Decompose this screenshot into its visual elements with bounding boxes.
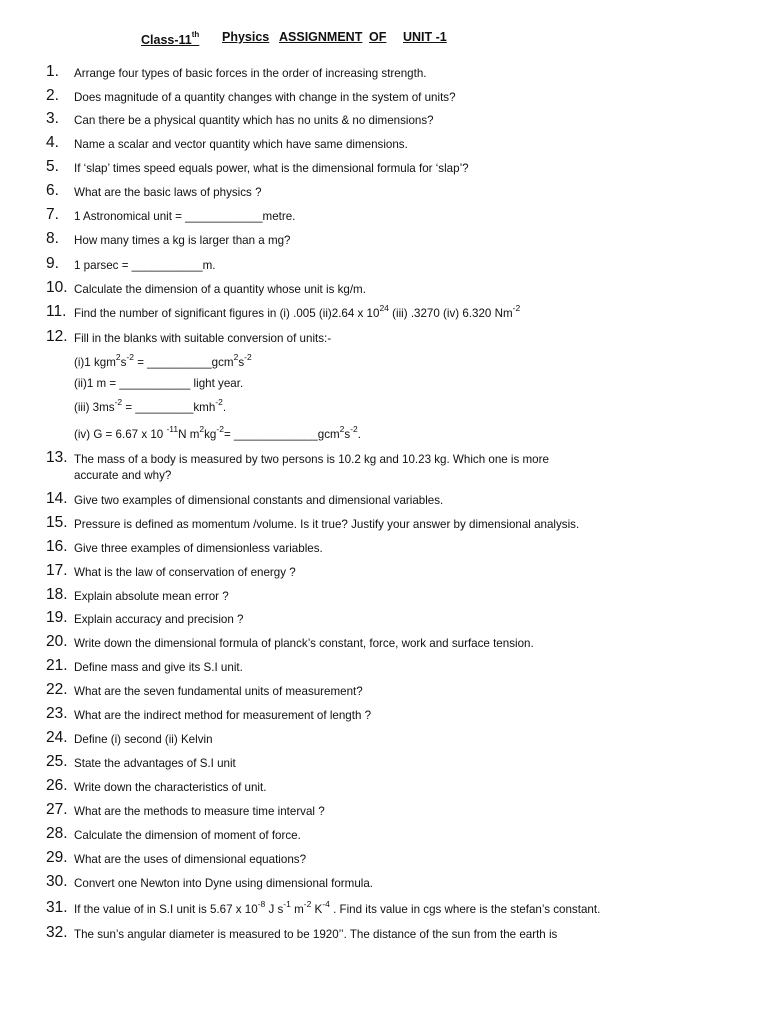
question-text: What is the law of conservation of energy ?: [74, 566, 296, 579]
text-part: (ii)1 m = ___________ light year.: [74, 377, 244, 390]
question-text: How many times a kg is larger than a mg?: [74, 234, 291, 247]
question-number: 5.: [46, 158, 59, 175]
question-text: State the advantages of S.I unit: [74, 757, 236, 770]
text-part: kg: [204, 428, 217, 441]
exponent: -2: [126, 352, 134, 362]
question-number: 27.: [46, 801, 68, 818]
document-header: [0, 30, 768, 50]
exponent: 24: [379, 303, 389, 313]
text-part: .: [222, 401, 227, 414]
question-text: What are the basic laws of physics ?: [74, 186, 262, 199]
question-number: 11.: [46, 303, 67, 320]
exponent: -2: [512, 303, 521, 313]
text-part: = _____________gcm: [223, 428, 340, 441]
sub-item: [74, 376, 243, 392]
exponent: -2: [216, 424, 224, 434]
question-text: What are the methods to measure time interval ?: [74, 805, 325, 818]
question-number: 23.: [46, 705, 68, 722]
question-number: 20.: [46, 633, 68, 650]
question-text: Pressure is defined as momentum /volume. Is it true? Justify your answer by dimensional analysis.: [74, 518, 580, 531]
exponent: -11: [166, 424, 179, 434]
question-text: 1 parsec = ___________m.: [74, 259, 216, 272]
question-text: The mass of a body is measured by two persons is 10.2 kg and 10.23 kg. Which one is more: [74, 453, 549, 466]
sub-item: [74, 397, 227, 416]
question-number: 3.: [46, 110, 59, 127]
exponent: -2: [244, 352, 252, 362]
class-superscript: th: [191, 30, 200, 39]
question-number: 12.: [46, 328, 68, 345]
question-number: 6.: [46, 182, 59, 199]
question-number: 13.: [46, 449, 68, 466]
text-part: K: [311, 903, 323, 916]
question-number: 32.: [46, 924, 68, 941]
exponent: 2: [199, 424, 205, 434]
question-text: Does magnitude of a quantity changes with change in the system of units?: [74, 91, 456, 104]
question-number: 10.: [46, 279, 68, 296]
exponent: 2: [233, 352, 239, 362]
class-text: Class-11: [141, 33, 192, 47]
question-text: Calculate the dimension of moment of force.: [74, 829, 301, 842]
text-part: = __________gcm: [133, 356, 234, 369]
text-part: s: [238, 356, 245, 369]
question-text: 1 Astronomical unit = ____________metre.: [74, 210, 296, 223]
question-text: Define (i) second (ii) Kelvin: [74, 733, 213, 746]
question-number: 31.: [46, 899, 68, 916]
question-number: 30.: [46, 873, 68, 890]
text-part: = _________kmh: [122, 401, 216, 414]
text-part: (iv) G = 6.67 x 10: [74, 428, 167, 441]
question-number: 8.: [46, 230, 59, 247]
question-text: Write down the dimensional formula of planck’s constant, force, work and surface tension.: [74, 637, 534, 650]
question-text-continued: accurate and why?: [74, 469, 172, 482]
question-number: 25.: [46, 753, 68, 770]
question-text: What are the uses of dimensional equations?: [74, 853, 307, 866]
question-number: 15.: [46, 514, 68, 531]
question-number: 4.: [46, 134, 59, 151]
question-number: 22.: [46, 681, 68, 698]
text-part: . Find its value in cgs where is the stefan’s constant.: [329, 903, 601, 916]
unit-label: UNIT -1: [403, 30, 447, 44]
subject-label: Physics: [222, 30, 270, 44]
text-part: (i)1 kgm: [74, 356, 116, 369]
sub-item: [74, 424, 361, 443]
class-label: [141, 30, 199, 47]
question-number: 28.: [46, 825, 68, 842]
question-text: Explain absolute mean error ?: [74, 590, 229, 603]
text-part: m: [290, 903, 304, 916]
sub-item: [74, 352, 252, 371]
exponent: -2: [215, 397, 223, 407]
question-number: 21.: [46, 657, 68, 674]
question-number: 16.: [46, 538, 68, 555]
assignment-label: ASSIGNMENT: [279, 30, 363, 44]
question-text: If ‘slap’ times speed equals power, what is the dimensional formula for ‘slap’?: [74, 162, 469, 175]
question-text: Fill in the blanks with suitable conversion of units:-: [74, 332, 332, 345]
question-text: Give three examples of dimensionless variables.: [74, 542, 323, 555]
exponent: -2: [350, 424, 358, 434]
text-part: s: [120, 356, 127, 369]
question-number: 29.: [46, 849, 68, 866]
question-text: Convert one Newton into Dyne using dimensional formula.: [74, 877, 374, 890]
question-number: 24.: [46, 729, 68, 746]
question-text: Write down the characteristics of unit.: [74, 781, 267, 794]
exponent: 2: [115, 352, 121, 362]
text-part: .: [357, 428, 361, 441]
text-part: (iii) .3270 (iv) 6.320 Nm: [388, 307, 513, 320]
question-number: 2.: [46, 87, 59, 104]
question-text: [74, 303, 521, 322]
exponent: -4: [322, 899, 330, 909]
question-number: 9.: [46, 255, 59, 272]
question-text: Define mass and give its S.I unit.: [74, 661, 243, 674]
text-part: s: [344, 428, 351, 441]
question-number: 7.: [46, 206, 59, 223]
text-part: If the value of in S.I unit is 5.67 x 10: [74, 903, 258, 916]
question-text: Arrange four types of basic forces in the order of increasing strength.: [74, 67, 427, 80]
exponent: 2: [339, 424, 345, 434]
question-number: 19.: [46, 609, 68, 626]
question-number: 17.: [46, 562, 68, 579]
exponent: -8: [257, 899, 266, 909]
question-text: Calculate the dimension of a quantity whose unit is kg/m.: [74, 283, 366, 296]
exponent: -1: [283, 899, 291, 909]
question-text: Can there be a physical quantity which has no units & no dimensions?: [74, 114, 434, 127]
question-text: [74, 899, 601, 918]
question-number: 14.: [46, 490, 68, 507]
question-text: The sun’s angular diameter is measured to be 1920’’. The distance of the sun from the earth is: [74, 928, 558, 941]
question-text: What are the seven fundamental units of measurement?: [74, 685, 363, 698]
exponent: -2: [303, 899, 312, 909]
question-text: What are the indirect method for measurement of length ?: [74, 709, 372, 722]
question-text: Explain accuracy and precision ?: [74, 613, 244, 626]
exponent: -2: [114, 397, 123, 407]
question-number: 26.: [46, 777, 68, 794]
of-label: OF: [369, 30, 387, 44]
text-part: N m: [178, 428, 200, 441]
question-number: 1.: [46, 63, 59, 80]
text-part: (iii) 3ms: [74, 401, 115, 414]
question-text: Give two examples of dimensional constants and dimensional variables.: [74, 494, 444, 507]
question-number: 18.: [46, 586, 68, 603]
text-part: J s: [265, 903, 284, 916]
text-part: Find the number of significant figures in (i) .005 (ii)2.64 x 10: [74, 307, 380, 320]
question-text: Name a scalar and vector quantity which have same dimensions.: [74, 138, 408, 151]
